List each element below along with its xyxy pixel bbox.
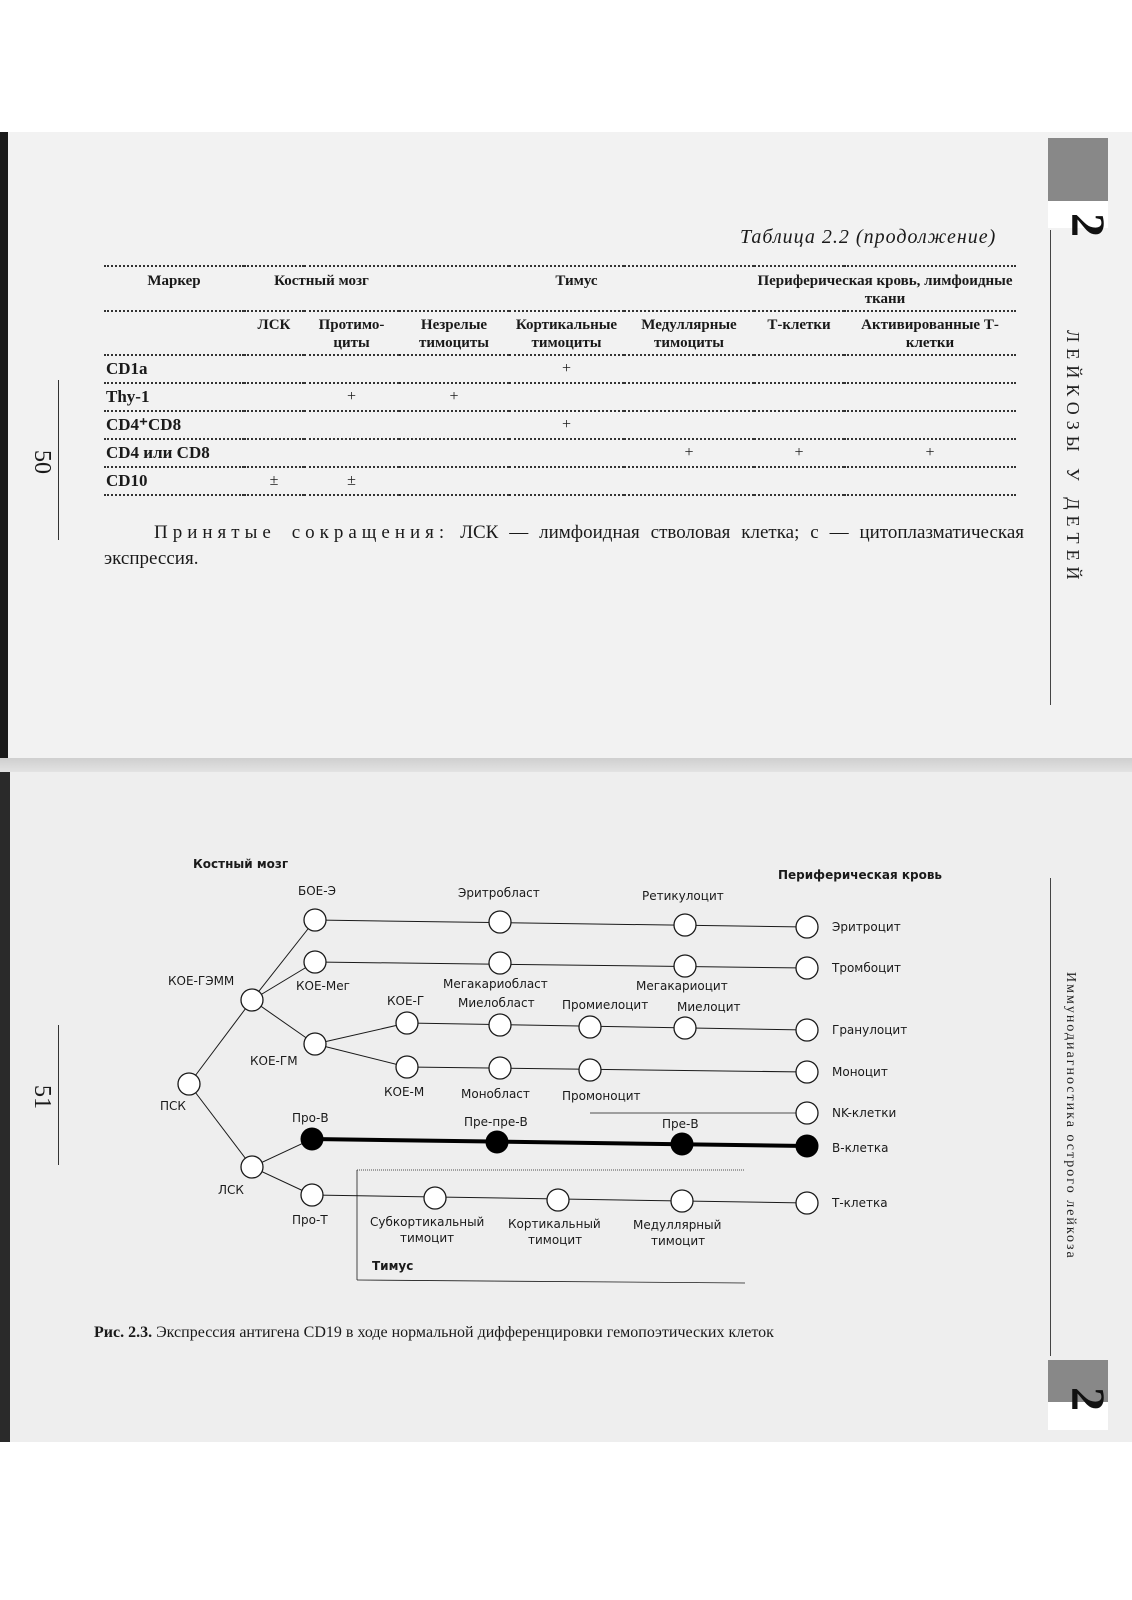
label-b-cell: В-клетка bbox=[832, 1141, 889, 1155]
label-psk: ПСК bbox=[160, 1099, 186, 1113]
node-koe-gm bbox=[304, 1033, 326, 1055]
expression-cell: + bbox=[509, 355, 624, 383]
header-bone-marrow: Костный мозг bbox=[193, 857, 289, 871]
label-pre-pre-b: Пре-пре-В bbox=[464, 1115, 528, 1129]
label-monoblast: Монобласт bbox=[461, 1087, 530, 1101]
label-subcortical-thymocyte-2: тимоцит bbox=[400, 1231, 455, 1245]
chapter-number: 2 bbox=[1061, 1387, 1114, 1411]
expression-cell: + bbox=[399, 383, 509, 411]
subheader-medullary-thymocytes: Медуллярные тимоциты bbox=[624, 311, 754, 355]
abbreviations-label: Принятые сокращения: bbox=[154, 522, 450, 543]
label-koe-meg: КОЕ-Мег bbox=[296, 979, 350, 993]
subheader-t-cells: Т-клетки bbox=[754, 311, 844, 355]
node-t-cell bbox=[796, 1192, 818, 1214]
label-koe-m: КОЕ-М bbox=[384, 1085, 425, 1099]
label-cortical-thymocyte-2: тимоцит bbox=[528, 1233, 583, 1247]
marker-cell: CD4⁺CD8 bbox=[104, 411, 244, 439]
running-head-bottom: Иммунодиагностика острого лейкоза bbox=[1063, 972, 1078, 1260]
node-erythroblast bbox=[489, 911, 511, 933]
marker-cell: CD4 или CD8 bbox=[104, 439, 244, 467]
node-pro-t bbox=[301, 1184, 323, 1206]
marker-cell: Thy-1 bbox=[104, 383, 244, 411]
header-thymus: Тимус bbox=[372, 1259, 414, 1273]
header-thymus: Тимус bbox=[399, 266, 754, 311]
marker-cell: CD1a bbox=[104, 355, 244, 383]
label-myelocyte: Миелоцит bbox=[677, 1000, 741, 1014]
node-b-cell bbox=[796, 1135, 818, 1157]
node-subcortical-thymocyte bbox=[424, 1187, 446, 1209]
label-koe-gemm: КОЕ-ГЭММ bbox=[168, 974, 235, 988]
label-monocyte: Моноцит bbox=[832, 1065, 888, 1079]
expression-cell: + bbox=[844, 439, 1016, 467]
label-koe-gm: КОЕ-ГМ bbox=[250, 1054, 298, 1068]
label-koe-g: КОЕ-Г bbox=[387, 994, 425, 1008]
header-peripheral-blood: Периферическая кровь bbox=[778, 868, 942, 882]
label-granulocyte: Гранулоцит bbox=[832, 1023, 908, 1037]
subheader-activated-t-cells: Активированные Т-клетки bbox=[844, 311, 1016, 355]
node-nk-cells bbox=[796, 1102, 818, 1124]
label-t-cell: Т-клетка bbox=[832, 1196, 888, 1210]
subheader-lsk: ЛСК bbox=[244, 311, 304, 355]
abbreviations-text: ЛСК — лимфоидная стволовая клетка; с — цитоплазматическая экспрессия. bbox=[104, 522, 1024, 569]
label-cortical-thymocyte: Кортикальный bbox=[508, 1217, 601, 1231]
expression-cell: + bbox=[624, 439, 754, 467]
node-koe-m bbox=[396, 1056, 418, 1078]
node-koe-g bbox=[396, 1012, 418, 1034]
node-psk bbox=[178, 1073, 200, 1095]
label-myeloblast: Миелобласт bbox=[458, 996, 535, 1010]
node-monocyte bbox=[796, 1061, 818, 1083]
node-granulocyte bbox=[796, 1019, 818, 1041]
expression-cell: ± bbox=[304, 467, 399, 495]
label-pre-b: Пре-В bbox=[662, 1117, 699, 1131]
node-myeloblast bbox=[489, 1014, 511, 1036]
node-lsk bbox=[241, 1156, 263, 1178]
marker-cell: CD10 bbox=[104, 467, 244, 495]
node-promyelocyte bbox=[579, 1016, 601, 1038]
cd19-lineage-line bbox=[312, 1139, 807, 1146]
node-megakaryocyte bbox=[674, 955, 696, 977]
label-erythroblast: Эритробласт bbox=[458, 886, 540, 900]
node-pre-pre-b bbox=[486, 1131, 508, 1153]
figure-caption-text: Экспрессия антигена CD19 в ходе нормальной дифференцировки гемопоэтических клеток bbox=[156, 1324, 774, 1341]
expression-cell: + bbox=[754, 439, 844, 467]
label-pro-t: Про-Т bbox=[292, 1213, 328, 1227]
running-head-top: ЛЕЙКОЗЫ У ДЕТЕЙ bbox=[1063, 330, 1083, 586]
chapter-number: 2 bbox=[1061, 213, 1114, 237]
subheader-prothymocytes: Протимо-циты bbox=[304, 311, 399, 355]
header-periphery: Периферическая кровь, лимфоидные ткани bbox=[754, 266, 1016, 311]
node-koe-gemm bbox=[241, 989, 263, 1011]
page-number-bottom: 51 bbox=[29, 1085, 55, 1109]
label-promonocyte: Промоноцит bbox=[562, 1089, 641, 1103]
label-thrombocyte: Тромбоцит bbox=[832, 961, 902, 975]
page-number-top: 50 bbox=[29, 450, 55, 474]
node-myelocyte bbox=[674, 1017, 696, 1039]
node-monoblast bbox=[489, 1057, 511, 1079]
node-cortical-thymocyte bbox=[547, 1189, 569, 1211]
label-medullary-thymocyte: Медуллярный bbox=[633, 1218, 722, 1232]
figure-caption bbox=[94, 1324, 774, 1342]
figure-caption-label: Рис. 2.3. bbox=[94, 1324, 153, 1341]
subheader-immature-thymocytes: Незрелые тимоциты bbox=[399, 311, 509, 355]
label-boe-e: БОЕ-Э bbox=[298, 884, 336, 898]
node-megakaryoblast bbox=[489, 952, 511, 974]
expression-cell: ± bbox=[244, 467, 304, 495]
node-koe-meg bbox=[304, 951, 326, 973]
label-promyelocyte: Промиелоцит bbox=[562, 998, 649, 1012]
label-pro-b: Про-В bbox=[292, 1111, 329, 1125]
diagram-labels bbox=[160, 857, 942, 1273]
header-marker: Маркер bbox=[104, 266, 244, 311]
expression-cell: + bbox=[509, 411, 624, 439]
expression-cell: + bbox=[304, 383, 399, 411]
label-erythrocyte: Эритроцит bbox=[832, 920, 901, 934]
label-lsk: ЛСК bbox=[218, 1183, 244, 1197]
label-medullary-thymocyte-2: тимоцит bbox=[651, 1234, 706, 1248]
node-boe-e bbox=[304, 909, 326, 931]
node-reticulocyte bbox=[674, 914, 696, 936]
label-reticulocyte: Ретикулоцит bbox=[642, 889, 724, 903]
header-bone-marrow: Костный мозг bbox=[244, 266, 399, 311]
label-nk-cells: NK-клетки bbox=[832, 1106, 897, 1120]
node-medullary-thymocyte bbox=[671, 1190, 693, 1212]
node-erythrocyte bbox=[796, 916, 818, 938]
label-subcortical-thymocyte: Субкортикальный bbox=[370, 1215, 485, 1229]
table-caption: Таблица 2.2 (продолжение) bbox=[740, 226, 997, 248]
node-thrombocyte bbox=[796, 957, 818, 979]
subheader-cortical-thymocytes: Кортикальные тимоциты bbox=[509, 311, 624, 355]
label-megakaryocyte: Мегакариоцит bbox=[636, 979, 728, 993]
label-megakaryoblast: Мегакариобласт bbox=[443, 977, 548, 991]
node-pre-b bbox=[671, 1133, 693, 1155]
node-promonocyte bbox=[579, 1059, 601, 1081]
node-pro-b bbox=[301, 1128, 323, 1150]
